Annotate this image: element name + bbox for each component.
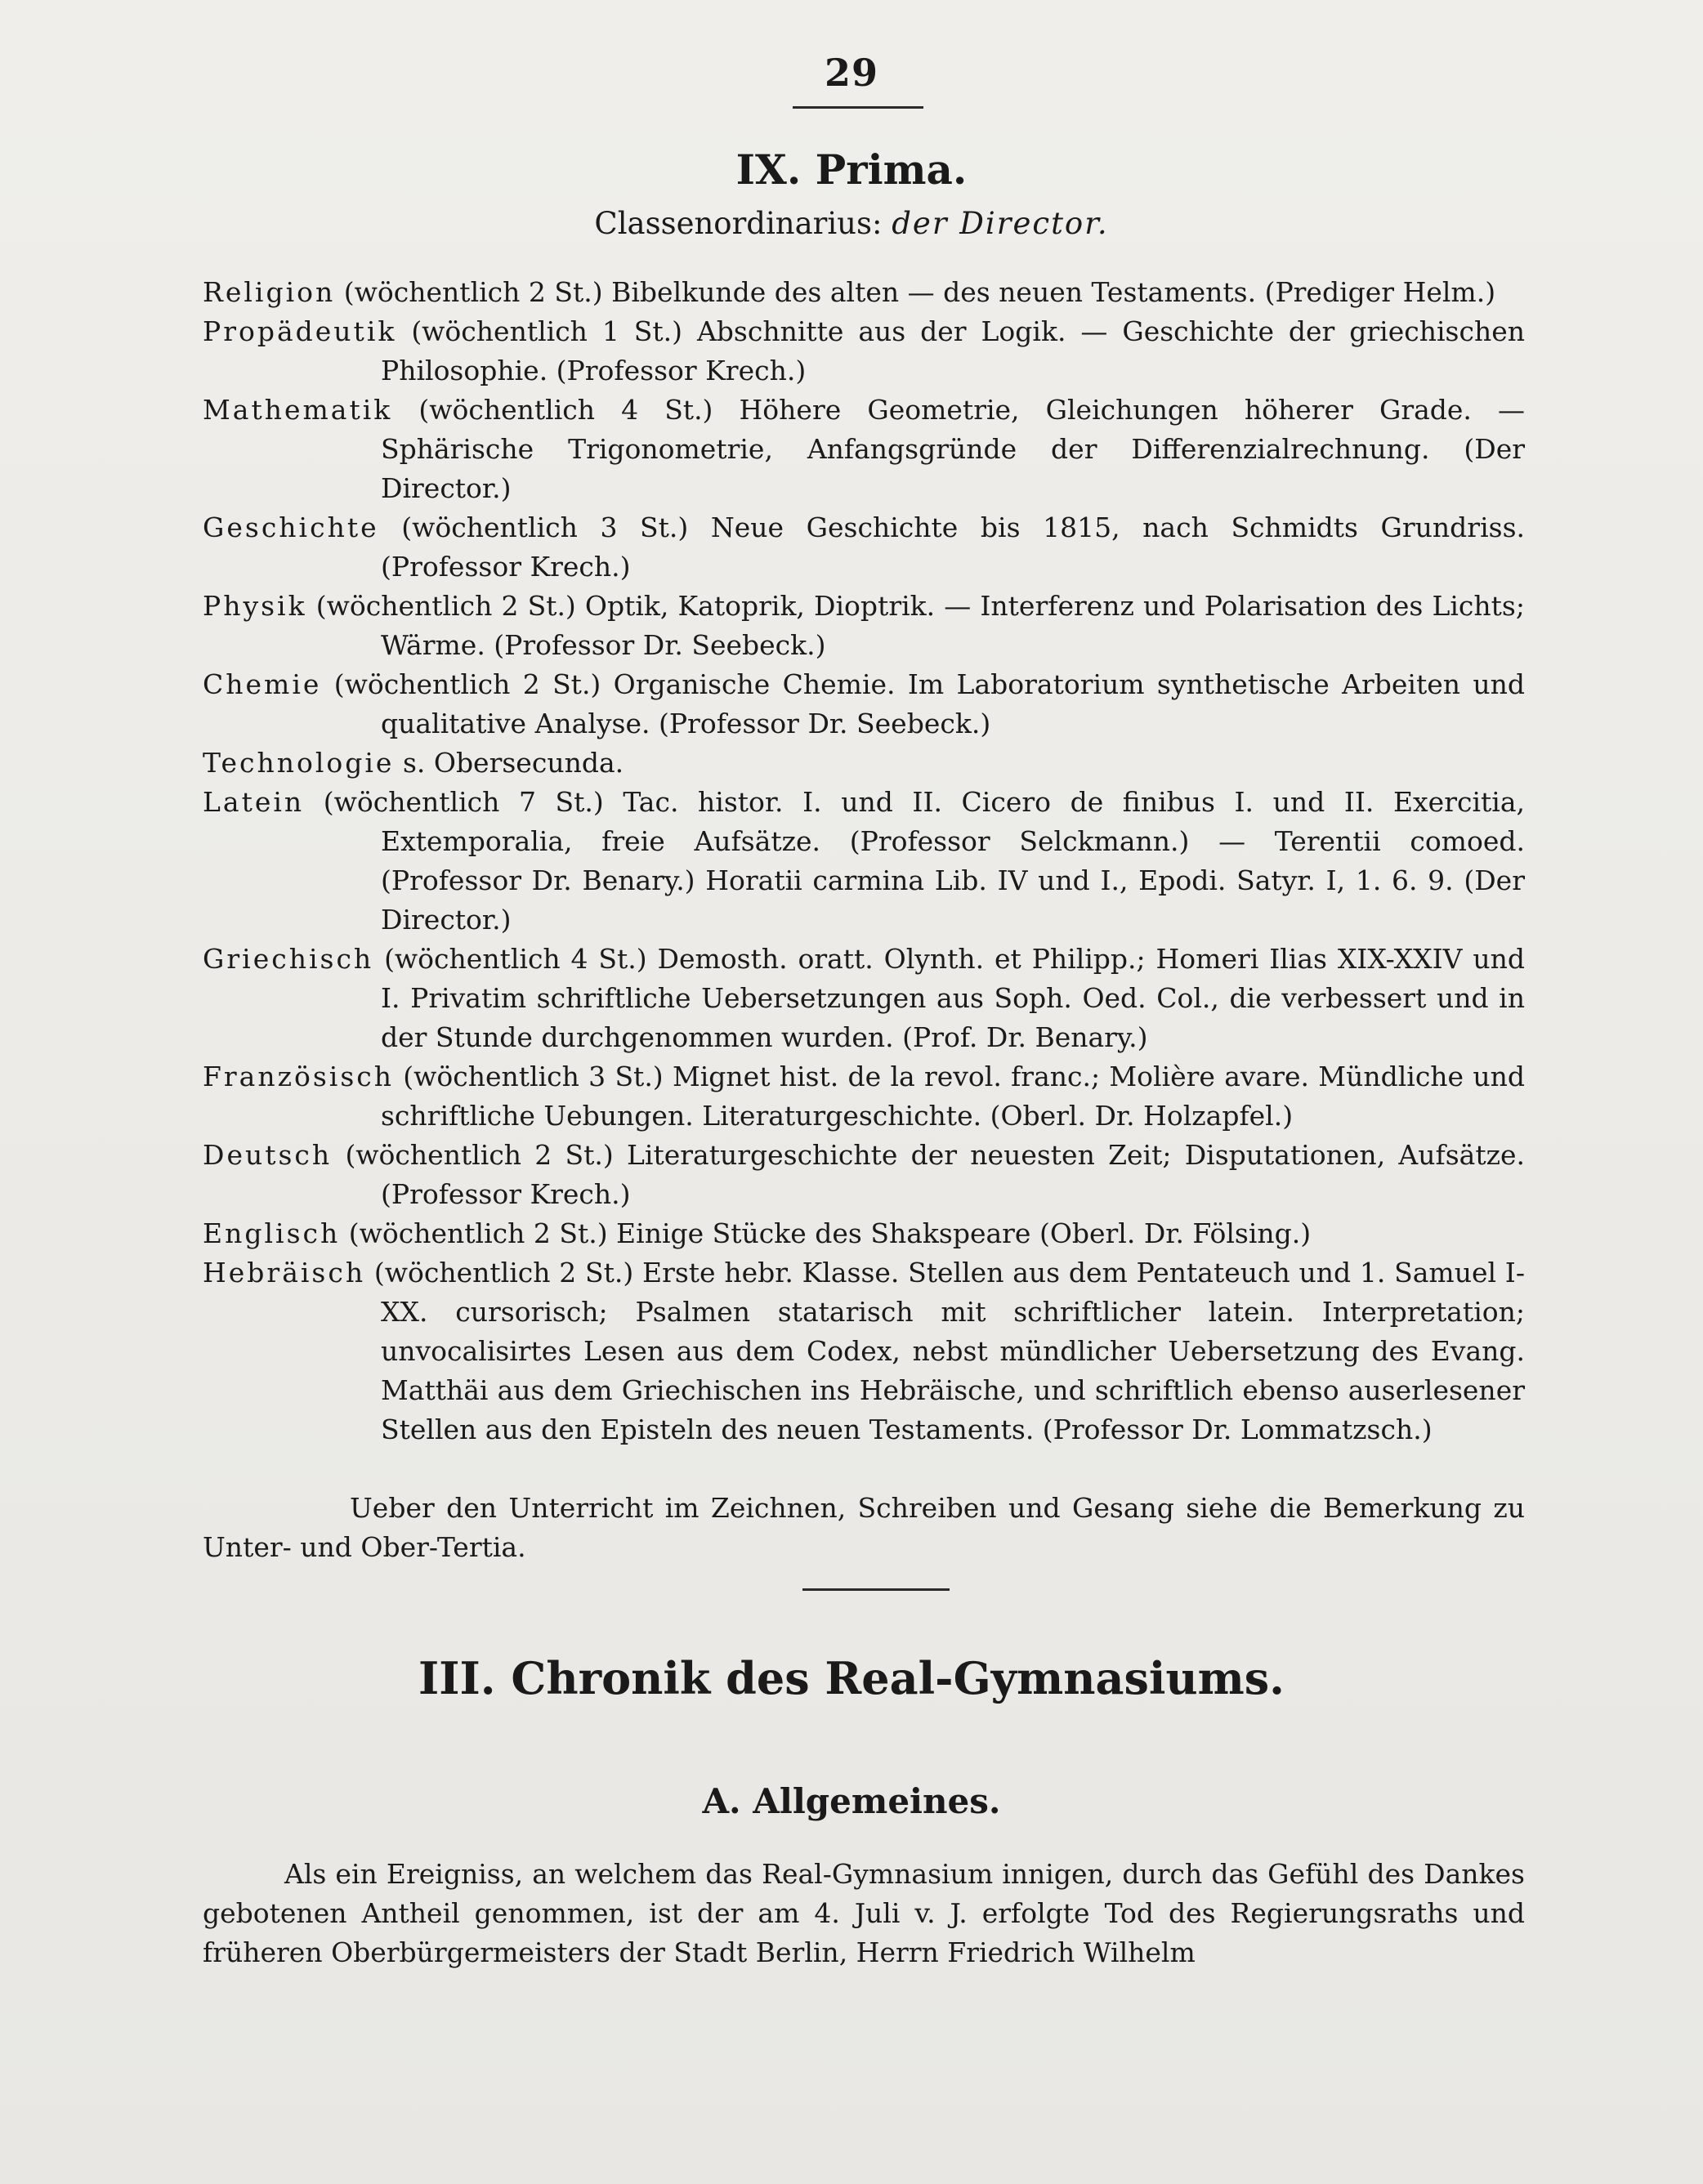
section-title: IX. Prima. — [735, 145, 968, 194]
subject-name: Chemie — [203, 668, 322, 700]
subject-text: (wöchentlich 4 St.) Demosth. oratt. Olynth. et Philipp.; Homeri Ilias XIX-XXIV und I. Privatim schriftliche Uebersetzungen aus Soph. Oed. Col., die verbessert und in der Stunde durchgenommen wurden. (Prof. Dr. Benary.) — [381, 943, 1525, 1053]
subject-entry — [203, 312, 1525, 391]
subject-entry — [203, 1253, 1525, 1449]
classenordinarius-line — [0, 206, 1703, 241]
subject-text: (wöchentlich 2 St.) Optik, Katoprik, Dioptrik. — Interferenz und Polarisation des Lichts; Wärme. (Professor Dr. Seebeck.) — [315, 590, 1525, 661]
page-number: 29 — [824, 51, 878, 95]
subject-entry — [203, 1136, 1525, 1214]
subject-text: (wöchentlich 7 St.) Tac. histor. I. und II. Cicero de finibus I. und II. Exercitia, Extemporalia, freie Aufsätze. (Professor Selckmann.) — Terentii comoed. (Professor Dr. Benary.) Horatii carmina Lib. IV und I., Epodi. Satyr. I, 1. 6. 9. (Der Director.) — [323, 786, 1525, 936]
subject-text: (wöchentlich 2 St.) Bibelkunde des alten — des neuen Testaments. (Prediger Helm.) — [343, 276, 1496, 308]
page-number-rule — [793, 106, 923, 109]
subject-text: (wöchentlich 3 St.) Neue Geschichte bis 1815, nach Schmidts Grundriss. (Professor Krech.) — [381, 511, 1525, 583]
chronik-title: III. Chronik des Real-Gymnasiums. — [418, 1652, 1285, 1704]
subject-entry — [203, 587, 1525, 665]
subject-name: Technologie — [203, 747, 395, 779]
drawing-writing-note: Ueber den Unterricht im Zeichnen, Schreiben und Gesang siehe die Bemerkung zu Unter- und Ober-Tertia. — [203, 1492, 1525, 1563]
subject-entry — [203, 508, 1525, 587]
subject-entry — [203, 273, 1525, 312]
subject-entry — [203, 940, 1525, 1057]
subject-text: s. Obersecunda. — [402, 747, 624, 779]
subject-name: Physik — [203, 590, 307, 622]
subject-name: Französisch — [203, 1061, 395, 1092]
subsection-title: A. Allgemeines. — [702, 1781, 1001, 1821]
subject-entry — [203, 665, 1525, 744]
classenordinarius-value: der Director. — [892, 206, 1109, 241]
subject-name: Mathematik — [203, 394, 393, 426]
subject-text: (wöchentlich 2 St.) Erste hebr. Klasse. Stellen aus dem Pentateuch und 1. Samuel I-XX. cursorisch; Psalmen statarisch mit schriftlicher latein. Interpretation; unvocalisirtes Lesen aus dem Codex, nebst mündlicher Uebersetzung des Evang. Matthäi aus dem Griechischen ins Hebräische, und schriftlich ebenso auserlesener Stellen aus den Episteln des neuen Testaments. (Professor Dr. Lommatzsch.) — [373, 1257, 1525, 1445]
subject-text: (wöchentlich 2 St.) Organische Chemie. Im Laboratorium synthetische Arbeiten und qualitative Analyse. (Professor Dr. Seebeck.) — [333, 668, 1525, 739]
subject-text: (wöchentlich 1 St.) Abschnitte aus der Logik. — Geschichte der griechischen Philosophie. (Professor Krech.) — [381, 315, 1525, 386]
subject-name: Propädeutik — [203, 315, 397, 347]
subject-entry — [203, 391, 1525, 508]
subject-entry — [203, 744, 1525, 783]
subject-name: Latein — [203, 786, 305, 818]
subject-text: (wöchentlich 4 St.) Höhere Geometrie, Gleichungen höherer Grade. — Sphärische Trigonometrie, Anfangsgründe der Differenzialrechnung. (Der Director.) — [381, 394, 1526, 504]
subject-name: Deutsch — [203, 1139, 333, 1171]
subject-name: Geschichte — [203, 511, 379, 543]
subject-entry — [203, 1214, 1525, 1253]
body-paragraph: Als ein Ereigniss, an welchem das Real-Gymnasium innigen, durch das Gefühl des Dankes gebotenen Antheil genommen, ist der am 4. Juli v. J. erfolgte Tod des Regierungsraths und früheren Oberbürgermeisters der Stadt Berlin, Herrn Friedrich Wilhelm — [203, 1858, 1525, 1968]
subject-entry — [203, 783, 1525, 940]
subject-entry — [203, 1057, 1525, 1136]
subject-name: Hebräisch — [203, 1257, 366, 1289]
subject-text: (wöchentlich 2 St.) Literaturgeschichte der neuesten Zeit; Disputationen, Aufsätze. (Professor Krech.) — [345, 1139, 1525, 1210]
subject-list — [203, 273, 1525, 1449]
section-divider — [802, 1588, 950, 1591]
subject-text: (wöchentlich 2 St.) Einige Stücke des Shakspeare (Oberl. Dr. Fölsing.) — [348, 1217, 1312, 1249]
subject-name: Griechisch — [203, 943, 374, 975]
subject-name: Englisch — [203, 1217, 341, 1249]
subject-name: Religion — [203, 276, 336, 308]
classenordinarius-label: Classenordinarius: — [594, 206, 883, 241]
subject-text: (wöchentlich 3 St.) Mignet hist. de la revol. franc.; Molière avare. Mündliche und schriftliche Uebungen. Literaturgeschichte. (Oberl. Dr. Holzapfel.) — [381, 1061, 1525, 1132]
